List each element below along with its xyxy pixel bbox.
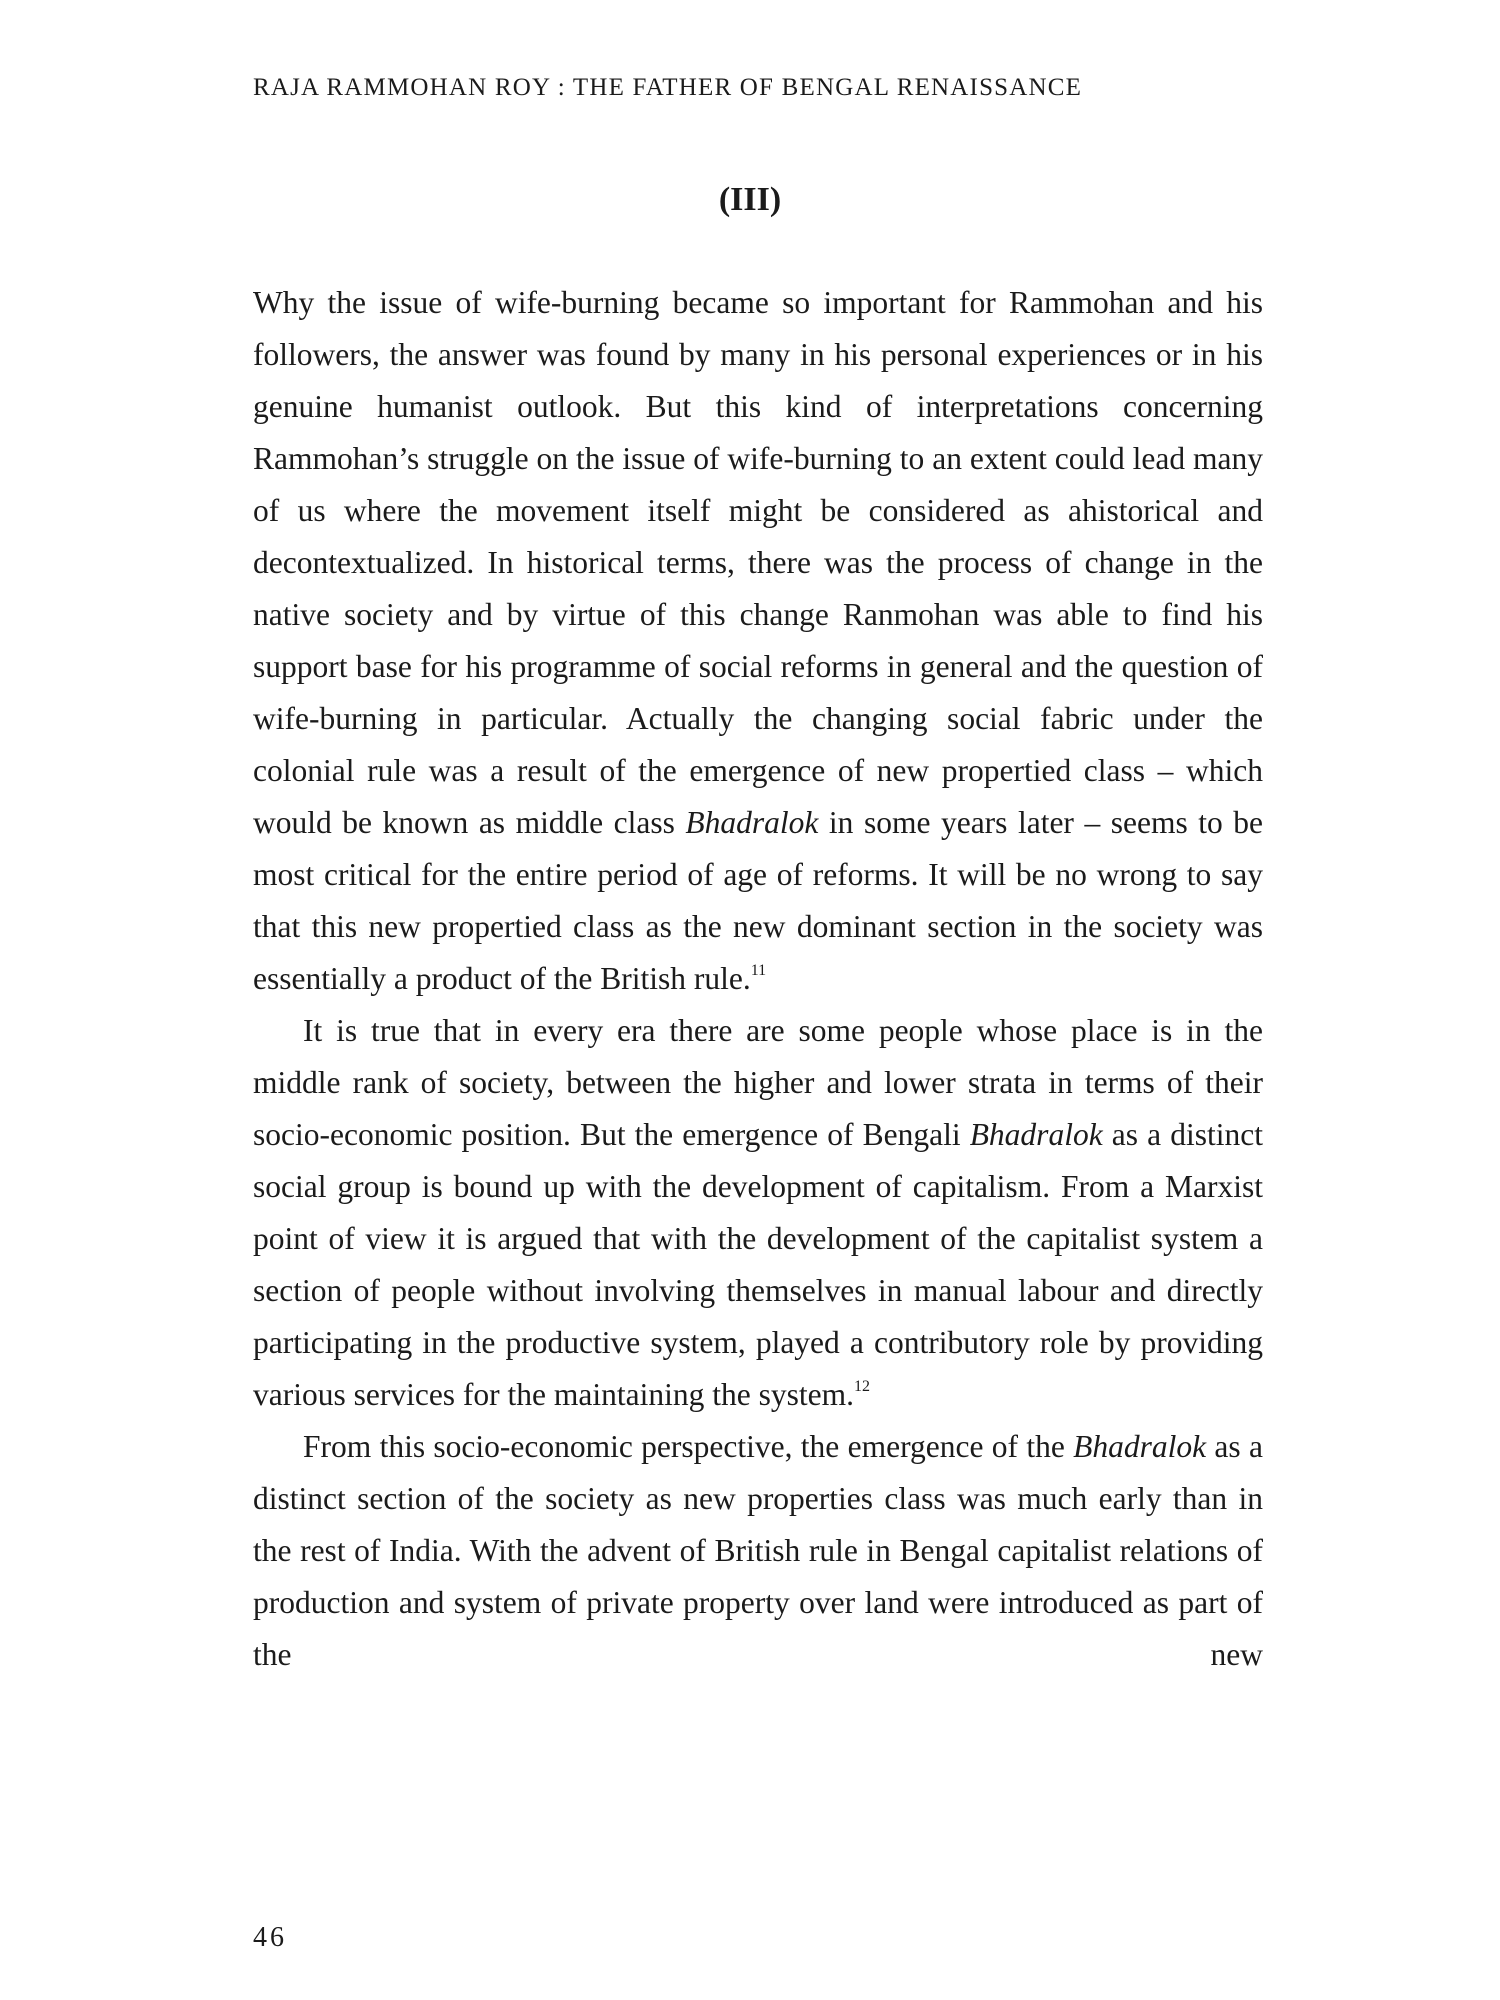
paragraph-3 bbox=[253, 1421, 1263, 1681]
paragraph-3-text-cont: as a distinct section of the society as new properties class was much early than in the rest of India. With the advent of British rule in Bengal capitalist relations of production and system of private property over land were introduced as part of the new bbox=[253, 1429, 1263, 1672]
footnote-marker-11: 11 bbox=[750, 962, 767, 979]
paragraph-1-text-cont: in some years later – seems to be most critical for the entire period of age of reforms. It will be no wrong to say that this new propertied class as the new dominant section in the society was essentially a product of the British rule. bbox=[253, 805, 1264, 996]
paragraph-2-text-cont: as a distinct social group is bound up with the development of capitalism. From a Marxist point of view it is argued that with the development of the capitalist system a section of people without involving themselves in manual labour and directly participating in the productive system, played a contributory role by providing various services for the maintaining the system. bbox=[253, 1117, 1263, 1412]
page-number: 46 bbox=[253, 1922, 287, 1953]
body-text bbox=[253, 277, 1263, 1681]
paragraph-1-italic-term: Bhadralok bbox=[685, 805, 819, 840]
paragraph-3-text: From this socio-economic perspective, the emergence of the bbox=[303, 1429, 1074, 1464]
paragraph-2-text: It is true that in every era there are some people whose place is in the middle rank of society, between the higher and lower strata in terms of their socio-economic position. But the emergence of Bengali bbox=[253, 1013, 1263, 1152]
paragraph-1 bbox=[253, 277, 1263, 1005]
paragraph-1-text: Why the issue of wife-burning became so important for Rammohan and his followers, the answer was found by many in his personal experiences or in his genuine humanist outlook. But this kind of interpretations concerning Rammohan’s struggle on the issue of wife-burning to an extent could lead many of us where the movement itself might be considered as ahistorical and decontextualized. In historical terms, there was the process of change in the native society and by virtue of this change Ranmohan was able to find his support base for his programme of social reforms in general and the question of wife-burning in particular. Actually the changing social fabric under the colonial rule was a result of the emergence of new propertied class – which would be known as middle class bbox=[253, 285, 1263, 840]
paragraph-2-italic-term: Bhadralok bbox=[969, 1117, 1103, 1152]
section-heading: (III) bbox=[718, 181, 782, 218]
running-head: RAJA RAMMOHAN ROY : THE FATHER OF BENGAL RENAISSANCE bbox=[253, 74, 1083, 101]
paragraph-2 bbox=[253, 1005, 1263, 1421]
footnote-marker-12: 12 bbox=[853, 1378, 870, 1395]
paragraph-3-italic-term: Bhadralok bbox=[1073, 1429, 1207, 1464]
